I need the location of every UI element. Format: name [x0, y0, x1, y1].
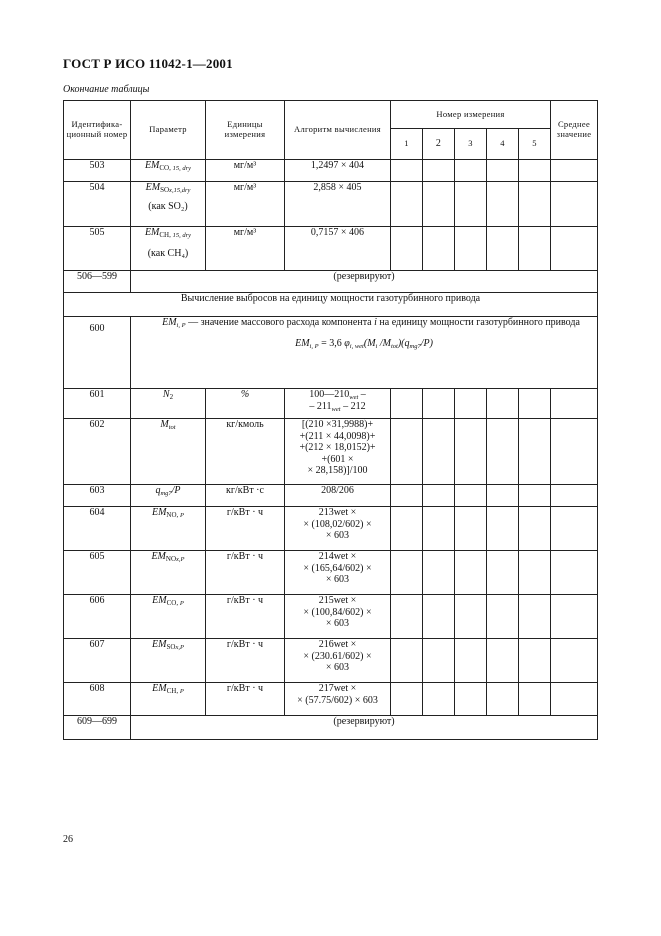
col-header-m1: 1 — [391, 129, 423, 160]
row-parameter: $EM_{CO,}$ $_P$ — [131, 595, 206, 639]
table-row — [64, 595, 598, 639]
row-algorithm: 213wet × × (108,02/602) × × 603 — [285, 507, 391, 551]
row-algorithm: 208/206 — [285, 485, 391, 507]
table-row — [64, 160, 598, 182]
row-id: 504 — [64, 182, 131, 227]
row-unit: мг/м³ — [206, 182, 285, 227]
row-unit: кг/кмоль — [206, 419, 285, 485]
row-algorithm: 215wet × × (100,84/602) × × 603 — [285, 595, 391, 639]
row-parameter: $N_2$ — [131, 389, 206, 419]
row-unit: мг/м³ — [206, 227, 285, 271]
table-row — [64, 507, 598, 551]
row-id: 602 — [64, 419, 131, 485]
row-parameter: $EM_{CO,}$ $_{15, dry}$ — [131, 160, 206, 182]
row-id: 604 — [64, 507, 131, 551]
row-id: 608 — [64, 683, 131, 716]
table-row — [64, 639, 598, 683]
header-row — [64, 101, 598, 129]
col-header-m2: 2 — [423, 129, 455, 160]
row-parameter: $q_{mg7}/P$ — [131, 485, 206, 507]
table-row — [64, 271, 598, 293]
col-header-m4: 4 — [487, 129, 519, 160]
table-caption: Окончание таблицы — [63, 84, 150, 95]
col-header-id: Идентифика-ционный номер — [64, 101, 131, 160]
col-header-unit: Единицы измерения — [206, 101, 285, 160]
row-parameter: $EM_{NO,}$ $_P$ — [131, 507, 206, 551]
row-algorithm: 216wet × × (230.61/602) × × 603 — [285, 639, 391, 683]
row-id: 609—699 — [64, 716, 131, 740]
row-parameter-note: (как SO₂) — [148, 201, 188, 213]
row-id: 601 — [64, 389, 131, 419]
section-title: Вычисление выбросов на единицу мощности газотурбинного привода — [64, 293, 598, 317]
row-parameter: $EM_{SOx,P}$ — [131, 639, 206, 683]
row-id: 606 — [64, 595, 131, 639]
row-algorithm: 217wet × × (57.75/602) × 603 — [285, 683, 391, 716]
data-table — [63, 100, 598, 740]
table-row — [64, 716, 598, 740]
row-unit: % — [206, 389, 285, 419]
row-parameter: $EM_{NOx,P}$ — [131, 551, 206, 595]
table-row — [64, 485, 598, 507]
table-row — [64, 389, 598, 419]
row-id: 605 — [64, 551, 131, 595]
row-parameter: $EM_{SOx,15,dry}$ (как SO₂) — [131, 182, 206, 227]
table-row — [64, 551, 598, 595]
row-unit: г/кВт · ч — [206, 507, 285, 551]
formula: $EM_{i, P} = 3,6$ $\varphi_{i, wet}(M_i$ $/M_{tot})(q_{mg7}/P)$ — [295, 338, 433, 351]
row-id: 503 — [64, 160, 131, 182]
row-unit: мг/м³ — [206, 160, 285, 182]
row-unit: г/кВт · ч — [206, 595, 285, 639]
row-parameter: $M_{tot}$ — [131, 419, 206, 485]
row-unit: кг/кВт ·с — [206, 485, 285, 507]
row-id: 600 — [64, 317, 131, 389]
row-unit: г/кВт · ч — [206, 551, 285, 595]
row-reserved: (резервируют) — [131, 716, 598, 740]
section-row — [64, 293, 598, 317]
row-parameter-note: (как CH₄) — [147, 248, 189, 260]
col-header-m3: 3 — [455, 129, 487, 160]
col-header-measurement: Номер измерения — [391, 101, 551, 129]
row-algorithm: 0,7157 × 406 — [285, 227, 391, 271]
col-header-average: Среднее значение — [551, 101, 598, 160]
row-id: 607 — [64, 639, 131, 683]
row-unit: г/кВт · ч — [206, 639, 285, 683]
row-algorithm: 1,2497 × 404 — [285, 160, 391, 182]
col-header-m5: 5 — [519, 129, 551, 160]
row-unit: г/кВт · ч — [206, 683, 285, 716]
row-id: 505 — [64, 227, 131, 271]
table-row — [64, 182, 598, 227]
row-algorithm: $100—210_{wet}$ – – $211_{wet} - 212$ — [285, 389, 391, 419]
row-algorithm: [(210 ×31,9988)+ +(211 × 44,0098)+ +(212 × 18,0152)+ +(601 × × 28,158)]/100 — [285, 419, 391, 485]
table-row — [64, 227, 598, 271]
row-id: 506—599 — [64, 271, 131, 293]
table-row — [64, 683, 598, 716]
row-id: 603 — [64, 485, 131, 507]
col-header-param: Параметр — [131, 101, 206, 160]
table-row — [64, 419, 598, 485]
row-parameter: $EM_{CH,}$ $_P$ — [131, 683, 206, 716]
row-algorithm: 214wet × × (165,64/602) × × 603 — [285, 551, 391, 595]
row-definition: $EM_{i, P}$ — значение массового расхода компонента i на единицу мощности газотурбинного привода $EM_{i, P} = 3,6$ $\varphi_{i, wet}(M_i$ $/M_{tot})(q_{mg7}/P)$ — [131, 317, 598, 389]
row-parameter: $EM_{CH,}$ $_{15, dry}$ (как CH₄) — [131, 227, 206, 271]
page-number: 26 — [63, 834, 73, 845]
row-algorithm: 2,858 × 405 — [285, 182, 391, 227]
col-header-algorithm: Алгоритм вычисления — [285, 101, 391, 160]
document-title: ГОСТ Р ИСО 11042-1—2001 — [63, 56, 233, 71]
table-row — [64, 317, 598, 389]
row-reserved: (резервируют) — [131, 271, 598, 293]
